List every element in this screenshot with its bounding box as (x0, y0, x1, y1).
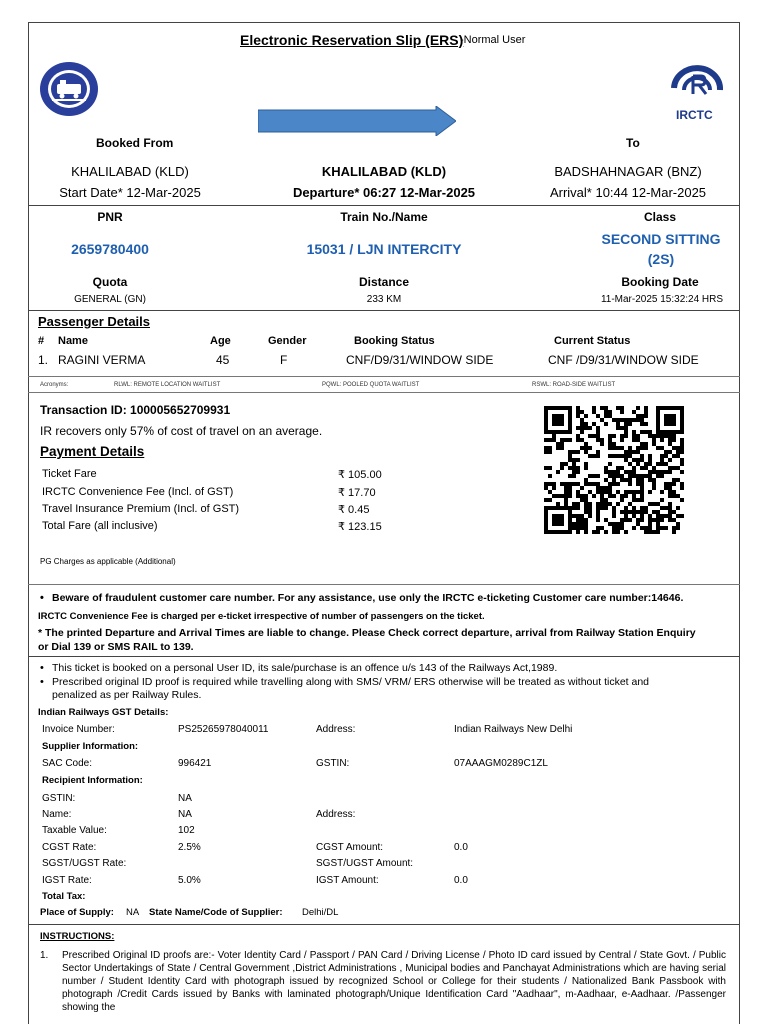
col-header-no: # (38, 335, 45, 347)
id-proof-notice-line2: penalized as per Railway Rules. (52, 689, 202, 701)
divider (28, 392, 740, 393)
departure: Departure* 06:27 12-Mar-2025 (292, 185, 476, 200)
fare-label: IRCTC Convenience Fee (Incl. of GST) (42, 486, 234, 498)
times-notice-line1: * The printed Departure and Arrival Times are liable to change. Please Check correct departure, arrival from Railway Station Enquiry (38, 627, 696, 639)
instruction-text: Prescribed Original ID proofs are:- Voter Identity Card / Passport / PAN Card / Driving License / Photo ID card issued by Central / State Govt. / Public Sector Undertakings of State / Central Government ,District Administrations , Municipal bodies and Panchayat Administrations which are having serial number / Student Identity Card with photograph issued by recognized School or College for their students / Nationalized Bank Passbook with photograph /Credit Cards issued by Banks with laminated photograph/Unique Identification Card "Aadhaar", m-Aadhaar, e-Aadhaar. /Passenger showing the (62, 950, 726, 1013)
pnr-value: 2659780400 (71, 241, 149, 257)
invoice-value: PS25265978040011 (178, 724, 269, 735)
boarding-station: KHALILABAD (KLD) (321, 164, 447, 179)
indian-railways-logo-icon (38, 60, 100, 118)
recovery-note: IR recovers only 57% of cost of travel on an average. (40, 424, 323, 438)
fare-label: Ticket Fare (42, 468, 97, 480)
transaction-id: Transaction ID: 100005652709931 (40, 403, 231, 417)
passenger-current-status: CNF /D9/31/WINDOW SIDE (548, 353, 699, 367)
id-proof-notice-line1: Prescribed original ID proof is required while travelling along with SMS/ VRM/ ERS otherwise will be treated as without ticket and (52, 676, 650, 688)
fare-label: Total Fare (all inclusive) (42, 520, 158, 532)
acronym-rlwl: RLWL: REMOTE LOCATION WAITLIST (114, 382, 221, 388)
supplier-gstin-value: 07AAAGM0289C1ZL (454, 758, 548, 769)
bullet-icon: • (40, 662, 44, 674)
qr-code-icon (544, 406, 684, 534)
payment-section-title: Payment Details (40, 444, 145, 459)
arrival: Arrival* 10:44 12-Mar-2025 (549, 185, 707, 200)
igst-rate-label: IGST Rate: (42, 875, 92, 886)
cgst-rate-label: CGST Rate: (42, 842, 97, 853)
recipient-address-label: Address: (316, 809, 356, 820)
fare-label: Travel Insurance Premium (Incl. of GST) (42, 503, 240, 515)
divider (28, 310, 740, 311)
col-header-age: Age (210, 335, 231, 347)
booked-from-label: Booked From (96, 136, 174, 150)
taxable-value: 102 (178, 825, 195, 836)
recipient-gstin-value: NA (178, 793, 192, 804)
col-header-gender: Gender (268, 335, 307, 347)
passenger-booking-status: CNF/D9/31/WINDOW SIDE (346, 353, 494, 367)
start-date: Start Date* 12-Mar-2025 (59, 185, 201, 200)
divider (28, 376, 740, 377)
fare-value: ₹ 0.45 (338, 504, 370, 516)
fare-value: ₹ 17.70 (338, 487, 376, 499)
divider (28, 656, 740, 657)
class-value-line1: SECOND SITTING (601, 231, 721, 247)
state-supplier-value: Delhi/DL (302, 907, 339, 918)
to-station: BADSHAHNAGAR (BNZ) (554, 164, 702, 179)
quota-label: Quota (92, 275, 128, 289)
bullet-icon: • (40, 676, 44, 688)
irctc-logo-text: IRCTC (676, 108, 713, 122)
acronyms-label: Acronyms: (40, 382, 69, 388)
times-notice-line2: or Dial 139 or SMS RAIL to 139. (38, 641, 194, 653)
invoice-label: Invoice Number: (42, 724, 115, 735)
divider (28, 924, 740, 925)
passenger-section-title: Passenger Details (38, 314, 151, 329)
recipient-info-label: Recipient Information: (42, 775, 143, 786)
page-title: Electronic Reservation Slip (ERS) (240, 32, 464, 48)
col-header-current-status: Current Status (554, 335, 631, 347)
bullet-icon: • (40, 592, 44, 604)
cgst-amount-value: 0.0 (454, 842, 468, 853)
passenger-no: 1. (38, 353, 49, 367)
instructions-title: INSTRUCTIONS: (40, 931, 115, 942)
class-label: Class (643, 210, 677, 224)
sgst-amount-label: SGST/UGST Amount: (316, 858, 414, 869)
to-label: To (626, 136, 640, 150)
pnr-label: PNR (97, 210, 123, 224)
passenger-name: RAGINI VERMA (58, 353, 146, 367)
igst-amount-label: IGST Amount: (316, 875, 379, 886)
supplier-gstin-label: GSTIN: (316, 758, 350, 769)
igst-rate-value: 5.0% (178, 875, 201, 886)
sac-label: SAC Code: (42, 758, 93, 769)
instruction-number: 1. (40, 950, 49, 961)
fare-value: ₹ 123.15 (338, 521, 382, 533)
pg-charges-note: PG Charges as applicable (Additional) (40, 557, 176, 566)
from-station: KHALILABAD (KLD) (71, 164, 189, 179)
igst-amount-value: 0.0 (454, 875, 468, 886)
total-tax-label: Total Tax: (42, 891, 86, 902)
supplier-info-label: Supplier Information: (42, 741, 139, 752)
recipient-gstin-label: GSTIN: (42, 793, 76, 804)
train-value: 15031 / LJN INTERCITY (306, 241, 462, 257)
recipient-name-value: NA (178, 809, 192, 820)
acronym-rswl: RSWL: ROAD-SIDE WAITLIST (532, 382, 616, 388)
distance-label: Distance (358, 275, 410, 289)
col-header-name: Name (58, 335, 88, 347)
sgst-rate-label: SGST/UGST Rate: (42, 858, 127, 869)
divider (28, 205, 740, 206)
personal-id-notice: This ticket is booked on a personal User ID, its sale/purchase is an offence u/s 143 of the Railways Act,1989. (52, 662, 558, 674)
place-of-supply-label: Place of Supply: (40, 907, 114, 918)
train-label: Train No./Name (340, 210, 428, 224)
booking-date-value: 11-Mar-2025 15:32:24 HRS (600, 294, 724, 305)
cgst-amount-label: CGST Amount: (316, 842, 384, 853)
place-of-supply-value: NA (126, 907, 140, 918)
irctc-logo-icon (666, 62, 732, 110)
address-value: Indian Railways New Delhi (454, 724, 573, 735)
fraud-notice: Beware of fraudulent customer care number. For any assistance, use only the IRCTC e-ticketing Customer care number:14646. (52, 592, 684, 604)
state-supplier-label: State Name/Code of Supplier: (149, 907, 283, 918)
taxable-value-label: Taxable Value: (42, 825, 107, 836)
col-header-booking-status: Booking Status (354, 335, 435, 347)
divider (28, 584, 740, 585)
recipient-name-label: Name: (42, 809, 72, 820)
boarding-at-arrow (258, 106, 456, 136)
quota-value: GENERAL (GN) (74, 294, 146, 305)
gst-title: Indian Railways GST Details: (38, 707, 169, 718)
cgst-rate-value: 2.5% (178, 842, 201, 853)
address-label: Address: (316, 724, 356, 735)
passenger-age: 45 (216, 353, 230, 367)
convenience-fee-notice: IRCTC Convenience Fee is charged per e-ticket irrespective of number of passengers on the ticket. (38, 611, 485, 622)
sac-value: 996421 (178, 758, 212, 769)
class-value-line2: (2S) (647, 251, 675, 267)
boarding-at-label: Boarding At (308, 135, 386, 152)
passenger-gender: F (280, 353, 288, 367)
page-subtitle: -Normal User (460, 34, 526, 46)
fare-value: ₹ 105.00 (338, 469, 382, 481)
distance-value: 233 KM (366, 294, 402, 305)
booking-date-label: Booking Date (621, 275, 699, 289)
acronym-pqwl: PQWL: POOLED QUOTA WAITLIST (322, 382, 420, 388)
